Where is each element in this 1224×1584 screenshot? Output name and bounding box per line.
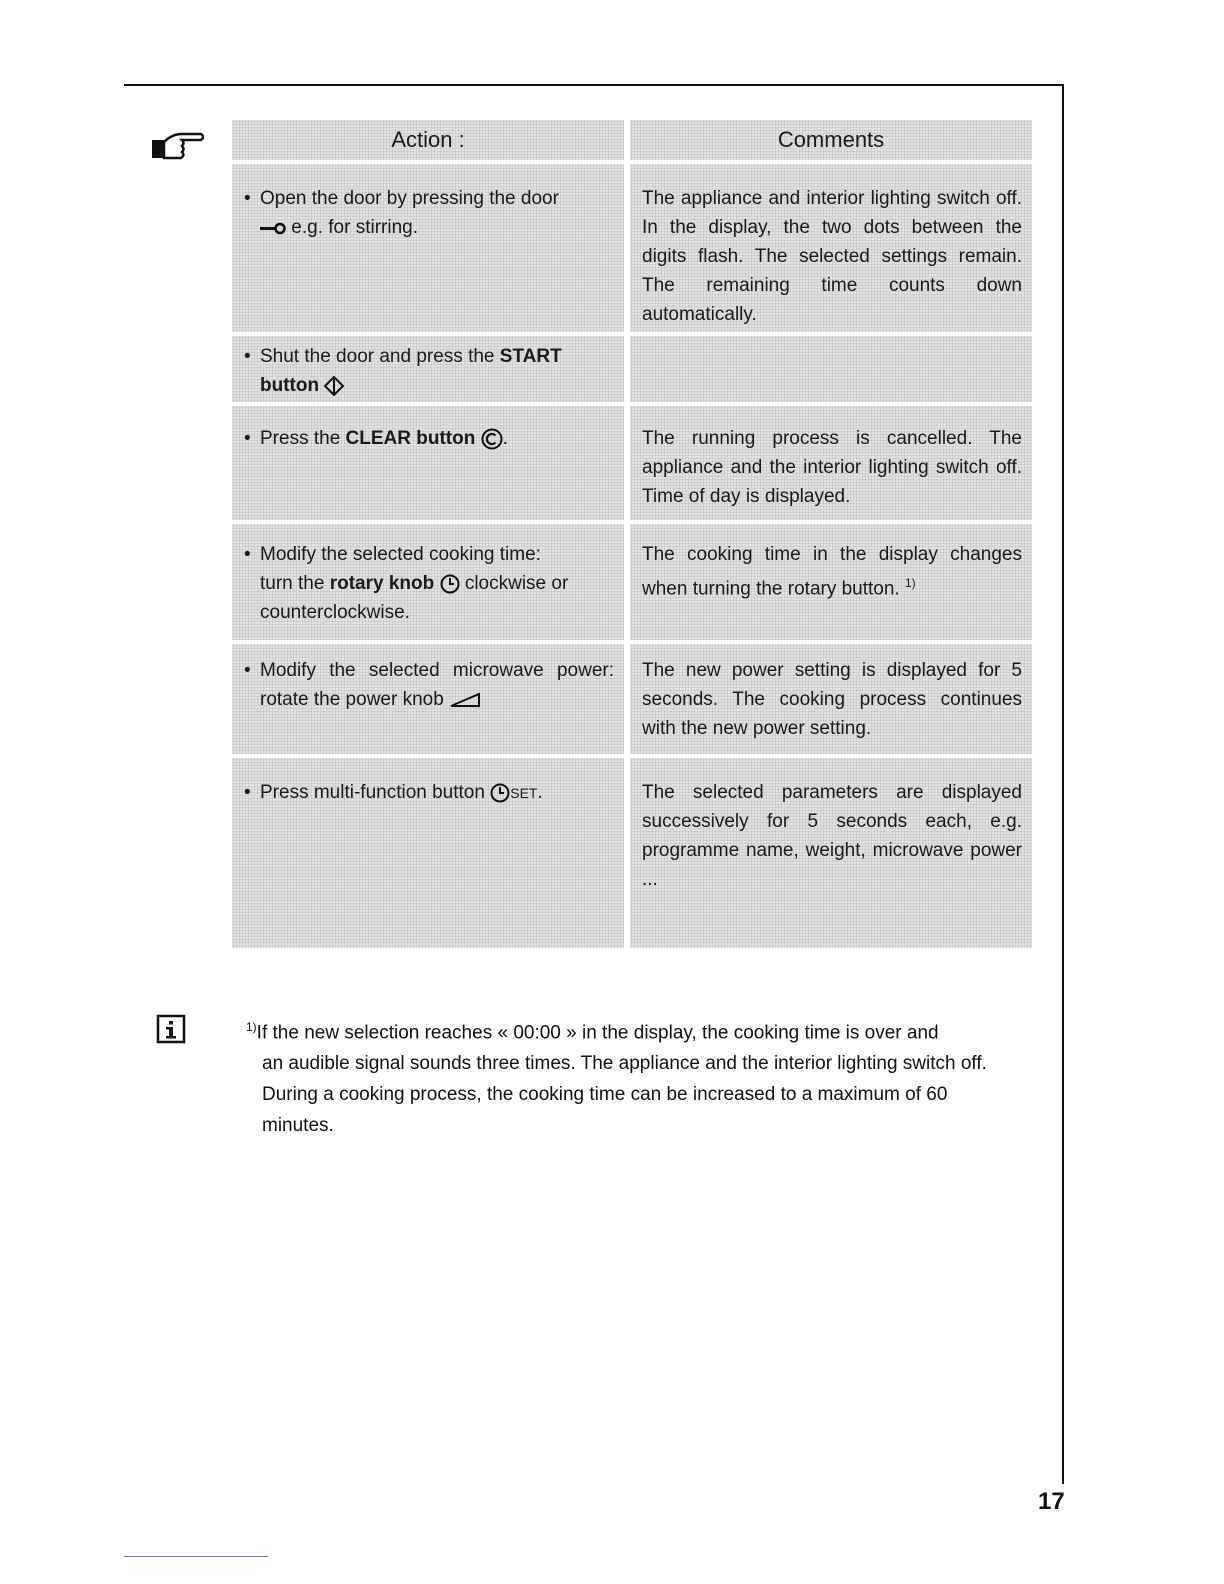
action-text: button [260, 375, 320, 396]
set-label: SET [510, 785, 538, 801]
start-label: START [499, 346, 562, 367]
info-icon [156, 1014, 186, 1044]
comment-cell [630, 336, 1032, 402]
table-header-row [232, 120, 1032, 160]
footnote-marker: 1) [246, 1020, 257, 1034]
power-wedge-icon [449, 692, 481, 708]
header-comments: Comments [630, 120, 1032, 160]
bullet: • [244, 544, 251, 565]
clock-icon [440, 574, 460, 594]
action-cell: • Press the CLEAR button . [232, 406, 624, 520]
action-comments-table [232, 120, 1032, 952]
action-text: turn the [260, 573, 325, 594]
action-text: Modify the selected microwave power: rotate the power knob [260, 660, 614, 710]
door-key-icon [260, 221, 286, 235]
comment-cell: The appliance and interior lighting switch off. In the display, the two dots between the digits flash. The selected settings remain. The remaining time counts down automatically. [630, 164, 1032, 332]
action-text: Press multi-function button [260, 782, 485, 803]
action-text: Open the door by pressing the door [260, 188, 559, 209]
action-text: Modify the selected cooking time: [260, 544, 541, 565]
start-diamond-icon [324, 376, 344, 396]
table-row [232, 336, 1032, 402]
action-cell [232, 164, 624, 332]
footnote [246, 1012, 1020, 1141]
comment-text: The cooking time in the display changes when turning the rotary button. [642, 544, 1022, 600]
table-row [232, 524, 1032, 640]
bullet: • [244, 782, 251, 803]
bullet: • [244, 660, 251, 681]
action-text: Press the [260, 428, 341, 449]
clear-c-icon [481, 428, 503, 450]
right-margin-rule [1062, 84, 1064, 1484]
action-cell [232, 524, 624, 640]
clock-icon [490, 783, 510, 803]
footnote-body: an audible signal sounds three times. The appliance and the interior lighting switch off. During a cooking process, the cooking time can be increased to a maximum of 60 minutes. [262, 1053, 987, 1137]
top-rule [124, 84, 1064, 86]
action-cell [232, 336, 624, 402]
comment-cell: The selected parameters are displayed successively for 5 seconds each, e.g. programme name, weight, microwave power ... [630, 758, 1032, 948]
action-cell [232, 644, 624, 754]
comment-cell: The new power setting is displayed for 5 seconds. The cooking process continues with the new power setting. [630, 644, 1032, 754]
bullet: • [244, 428, 251, 449]
table-row [232, 406, 1032, 520]
action-cell: • Press multi-function button SET. [232, 758, 624, 948]
rotary-knob-label: rotary knob [329, 573, 435, 594]
comment-cell [630, 524, 1032, 640]
table-row [232, 758, 1032, 948]
footnote-ref: 1) [905, 576, 916, 590]
page-number: 17 [1038, 1488, 1065, 1515]
footnote-line: If the new selection reaches « 00:00 » in the display, the cooking time is over and [256, 1022, 939, 1044]
pointing-hand-icon [150, 128, 204, 162]
action-text: Shut the door and press the [260, 346, 495, 367]
bottom-link-rule [124, 1556, 268, 1557]
header-action: Action : [232, 120, 624, 160]
table-row [232, 164, 1032, 332]
bullet: • [244, 346, 251, 367]
action-text: e.g. for stirring. [291, 217, 418, 238]
clear-label: CLEAR button [345, 428, 476, 449]
bullet: • [244, 188, 251, 209]
table-row [232, 644, 1032, 754]
action-text: clockwise or counterclockwise. [260, 573, 569, 623]
comment-cell: The running process is cancelled. The appliance and the interior lighting switch off. Time of day is displayed. [630, 406, 1032, 520]
